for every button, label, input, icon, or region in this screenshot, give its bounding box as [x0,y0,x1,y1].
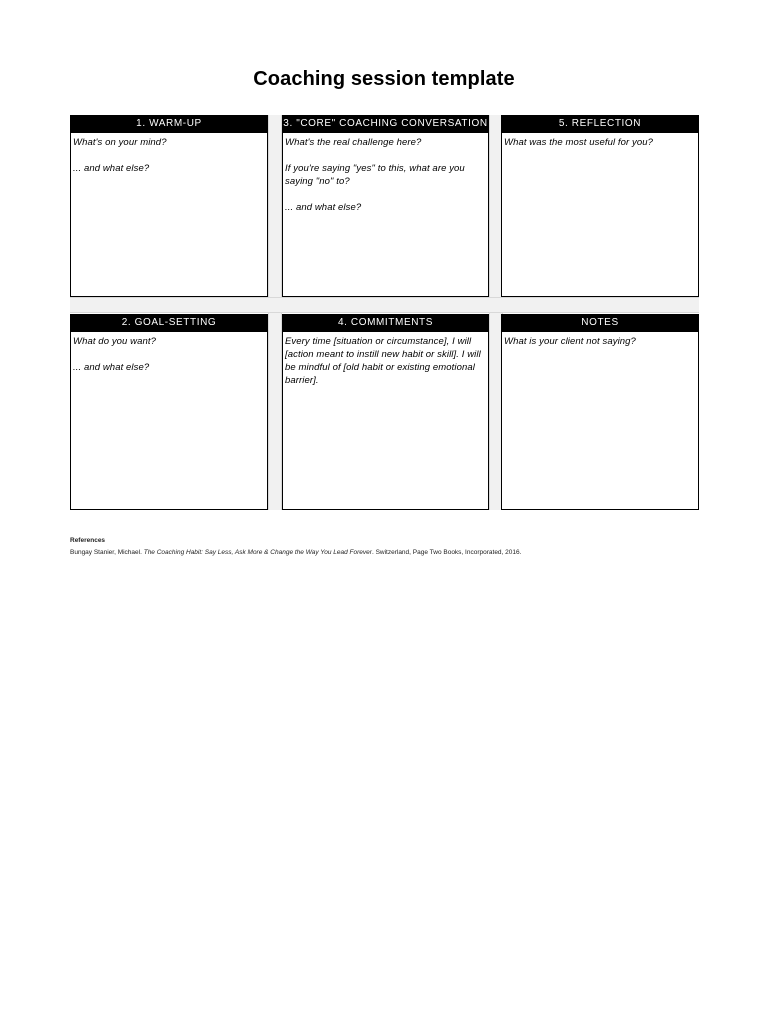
page-title: Coaching session template [253,68,515,90]
citation-publisher: . Switzerland, Page Two Books, Incorporated, 2016. [371,549,522,556]
prompt-text: What is your client not saying? [504,336,636,347]
citation-book-title: The Coaching Habit: Say Less, Ask More & Change the Way You Lead Forever [143,549,372,556]
coaching-grid [70,115,699,510]
section-reflection [501,115,699,297]
section-warm-up [70,115,268,297]
prompt-text: What's on your mind? ... and what else? [73,137,167,174]
section-body[interactable] [501,332,699,510]
references-label: References [70,537,106,544]
section-body[interactable] [70,332,268,510]
section-goal-setting [70,314,268,510]
section-header: NOTES [501,314,699,332]
section-header: 3. "CORE" COACHING CONVERSATION [282,115,489,133]
references [70,535,710,559]
section-core-conversation [282,115,489,297]
section-body[interactable] [501,133,699,297]
section-header: 4. COMMITMENTS [282,314,489,332]
section-commitments [282,314,489,510]
prompt-text: What's the real challenge here? If you're saying "yes" to this, what are you saying "no" to? ... and what else? [285,137,465,213]
citation-author: Bungay Stanier, Michael. [70,549,144,556]
section-header: 5. REFLECTION [501,115,699,133]
prompt-text: Every time [situation or circumstance], I will [action meant to instill new habit or skill]. I will be mindful of [old habit or existing emotional barrier]. [285,336,484,386]
citation [70,547,710,559]
row-gutter [70,297,699,313]
prompt-text: What do you want? ... and what else? [73,336,157,373]
section-notes [501,314,699,510]
section-header: 2. GOAL-SETTING [70,314,268,332]
prompt-text: What was the most useful for you? [504,137,654,148]
section-body[interactable] [282,332,489,510]
section-header: 1. WARM-UP [70,115,268,133]
section-body[interactable] [282,133,489,297]
section-body[interactable] [70,133,268,297]
